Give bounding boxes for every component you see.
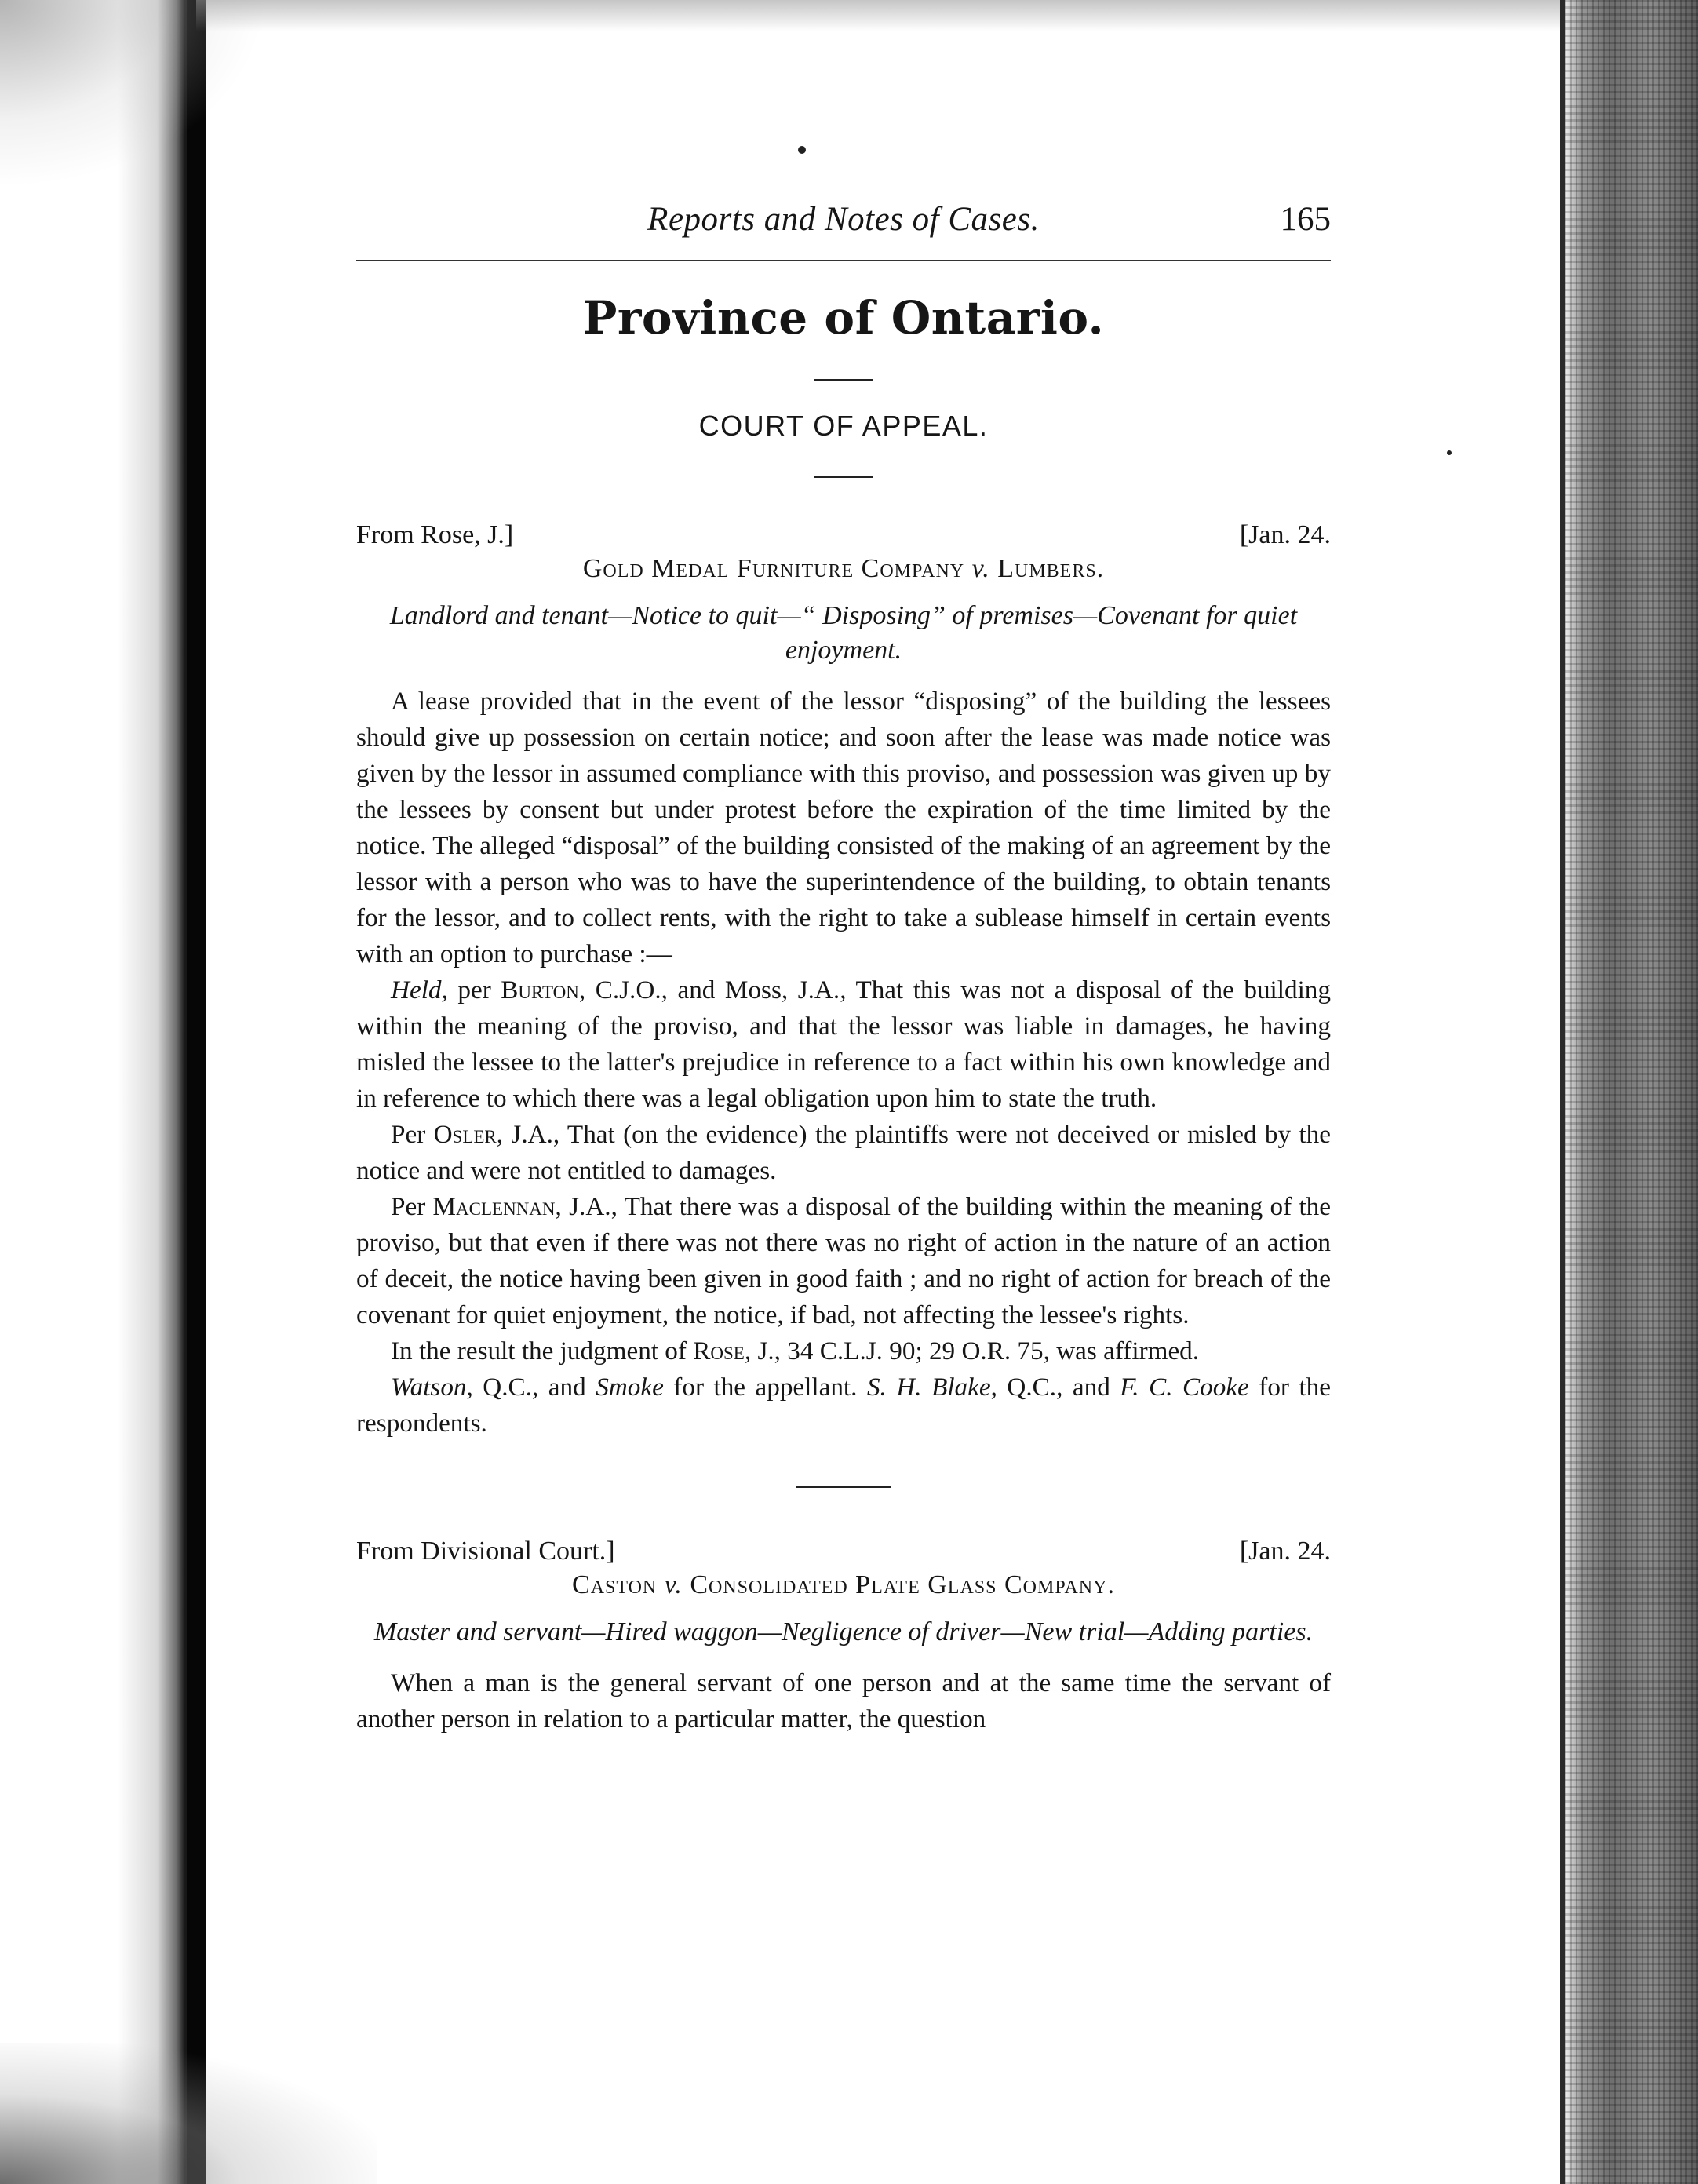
- counsel-name: Watson: [391, 1373, 467, 1402]
- running-head: [356, 200, 1331, 255]
- judge-name: Burton: [501, 975, 579, 1004]
- divider: [814, 476, 873, 478]
- case-paragraph: [356, 1117, 1331, 1189]
- text-run: for the appellant.: [663, 1373, 867, 1402]
- case-date: [Jan. 24.: [1239, 1537, 1331, 1566]
- text-run: , J., 34 C.L.J. 90; 29 O.R. 75, was affirmed.: [744, 1336, 1200, 1365]
- case-divider: [796, 1486, 891, 1488]
- page-number: 165: [1280, 201, 1331, 238]
- running-title: Reports and Notes of Cases.: [647, 201, 1040, 238]
- case-name: [356, 1568, 1331, 1602]
- binding-shadow-left: [0, 0, 196, 2184]
- case-defendant: Lumbers.: [997, 554, 1105, 583]
- case-date: [Jan. 24.: [1239, 520, 1331, 549]
- text-run: , Q.C., and: [990, 1373, 1120, 1402]
- case-from: From Divisional Court.]: [356, 1537, 615, 1566]
- case-paragraph: [356, 1189, 1331, 1333]
- scan-shadow-top: [196, 0, 1569, 31]
- court-heading: COURT OF APPEAL.: [698, 410, 989, 442]
- page-content: [356, 200, 1331, 1737]
- case-defendant: Consolidated Plate Glass Company.: [690, 1570, 1115, 1599]
- judge-name: Rose: [693, 1336, 745, 1365]
- text-run: Per: [391, 1192, 433, 1221]
- judge-name: Osler: [433, 1120, 497, 1149]
- case-meta: [356, 1535, 1331, 1568]
- case-report: [356, 1535, 1331, 1737]
- case-paragraph: [356, 1333, 1331, 1369]
- counsel-name: F. C. Cooke: [1120, 1373, 1249, 1402]
- divider: [814, 379, 873, 381]
- case-plaintiff: Caston: [572, 1570, 658, 1599]
- case-report: [356, 519, 1331, 1442]
- case-versus: v.: [664, 1570, 683, 1599]
- counsel-name: Smoke: [596, 1373, 664, 1402]
- counsel-name: S. H. Blake: [866, 1373, 991, 1402]
- case-paragraph: [356, 972, 1331, 1117]
- text-run: , C.J.O., and Moss, J.A., That this was not a disposal of the building within the meaning of the proviso, and that the lessor was liable in damages, he having misled the lessee to the latter's prejudice in reference to a fact within his own knowledge and in reference to which there was a legal obligation upon him to state the truth.: [356, 975, 1331, 1113]
- case-name: [356, 552, 1331, 586]
- text-run: , Q.C., and: [466, 1373, 596, 1402]
- case-versus: v.: [971, 554, 990, 583]
- page-edge-right-line: [1560, 0, 1565, 2184]
- case-meta: [356, 519, 1331, 552]
- text-run: In the result the judgment of: [391, 1336, 694, 1365]
- binding-edge-strip: [187, 0, 206, 2184]
- case-paragraph: When a man is the general servant of one person and at the same time the servant of another person in relation to a particular matter, the question: [356, 1668, 1331, 1734]
- case-plaintiff: Gold Medal Furniture Company: [582, 554, 965, 583]
- text-run: Per: [391, 1120, 434, 1149]
- italic-text: Held,: [391, 975, 448, 1004]
- page-edge-right: [1565, 0, 1698, 2184]
- text-run: , J.A., That (on the evidence) the plaintiffs were not deceived or misled by the notice and were not entitled to damages.: [356, 1120, 1331, 1185]
- case-headnote: Master and servant—Hired waggon—Negligence of driver—New trial—Adding parties.: [373, 1617, 1314, 1646]
- text-run: for the respondents.: [356, 1373, 1331, 1438]
- scan-smudge-bottom-left: [0, 2043, 377, 2184]
- case-paragraph: A lease provided that in the event of the lessor “disposing” of the building the lessees should give up possession on certain notice; and soon after the lease was made notice was given by the lessor in assumed compliance with this proviso, and possession was given up by the lessees by consent but under protest before the expiration of the time limited by the notice. The alleged “disposal” of the building consisted of the making of an agreement by the lessor with a person who was to have the superintendence of the building, to obtain tenants for the lessor, and to collect rents, with the right to take a sublease himself in certain events with an option to purchase :—: [356, 687, 1331, 968]
- judge-name: Maclennan: [432, 1192, 556, 1221]
- scan-speck: [1447, 450, 1452, 455]
- section-title: Province of Ontario.: [582, 291, 1105, 345]
- case-from: From Rose, J.]: [356, 520, 514, 549]
- text-run: , J.A., That there was a disposal of the building within the meaning of the proviso, but that even if there was not there was no right of action in the nature of an action of deceit, the notice having been given in good faith ; and no right of action for breach of the covenant for quiet enjoyment, the notice, if bad, not affecting the lessee's rights.: [356, 1192, 1331, 1329]
- text-run: per: [447, 975, 501, 1004]
- scan-speck: [798, 146, 806, 154]
- header-rule: [356, 260, 1331, 261]
- case-headnote: Landlord and tenant—Notice to quit—“ Disposing” of premises—Covenant for quiet enjoyment.: [389, 601, 1298, 665]
- case-paragraph: [356, 1369, 1331, 1442]
